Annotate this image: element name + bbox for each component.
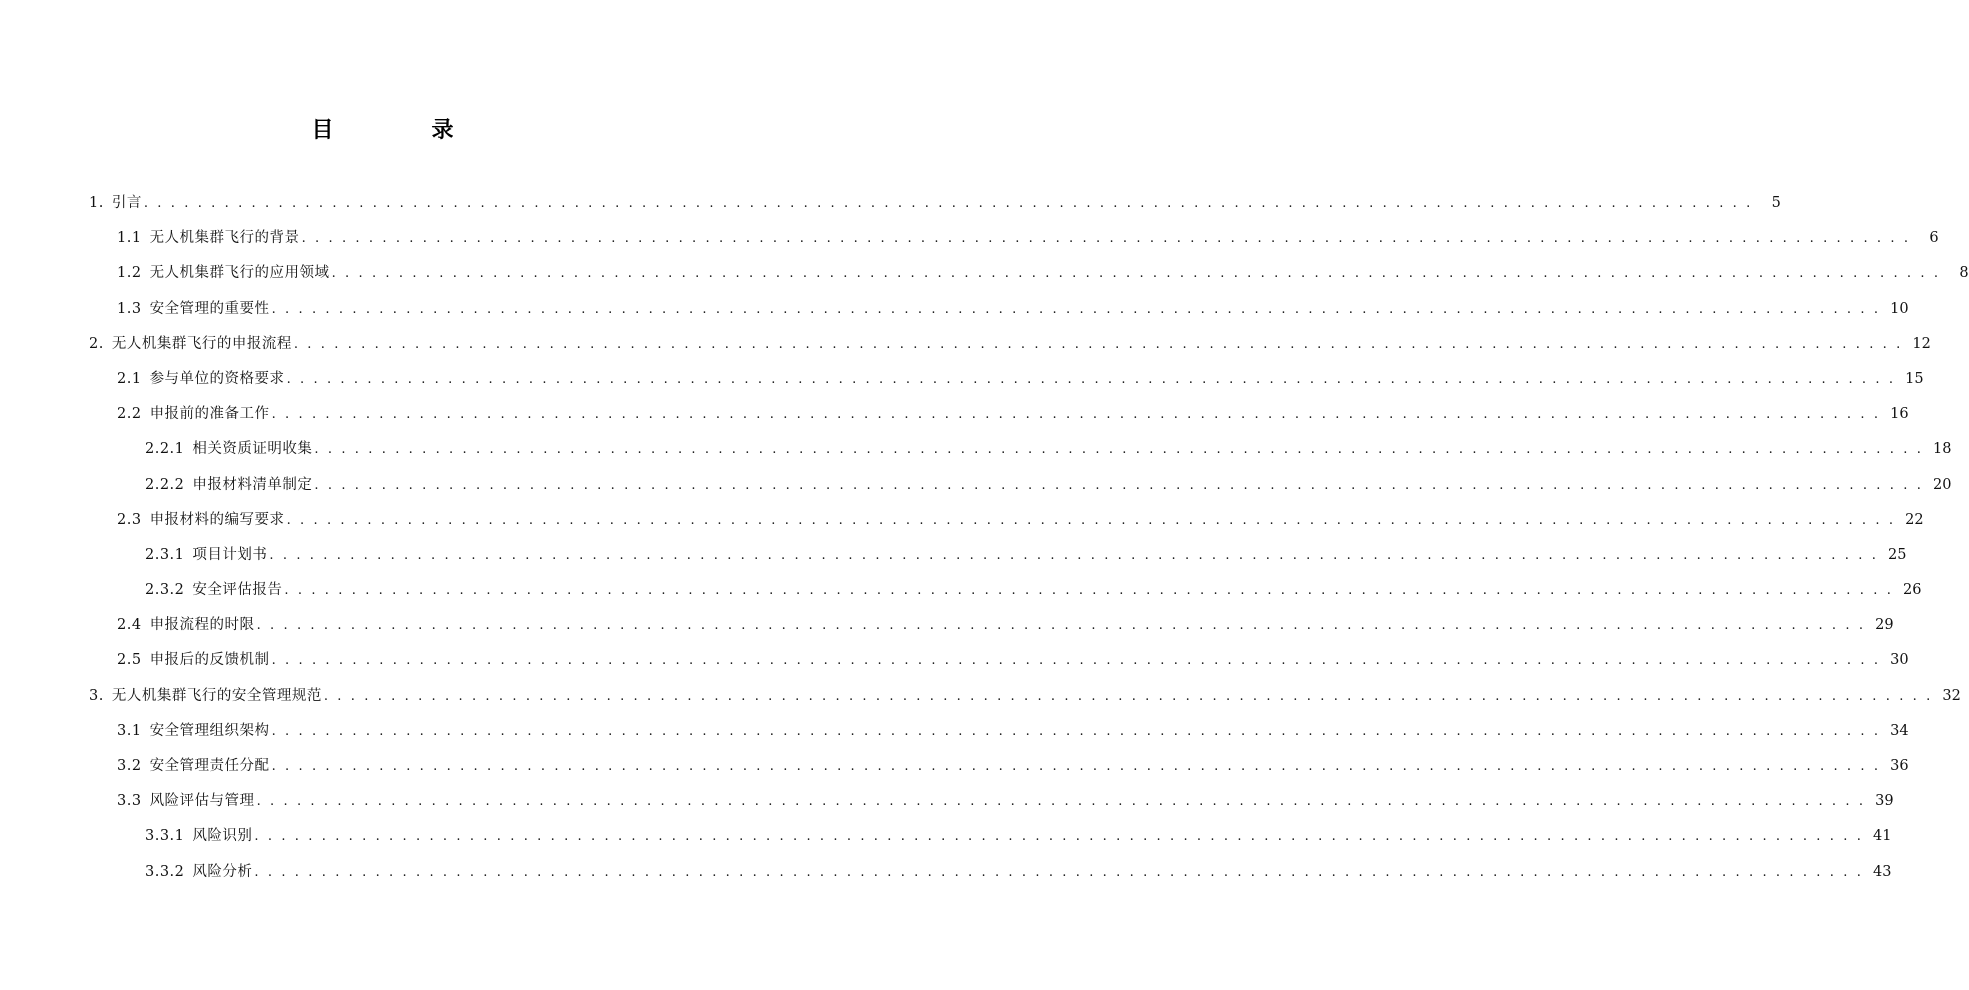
toc-entry-text: 安全评估报告 (192, 582, 283, 599)
toc-dot-leader: . . . . . . . . . . . . . . . . . . . . . . . . . . . . . . . . . . . . . . . . . . . . . . . . . . . . . . . . . . . . . . . . . . . . . . . . . . . . . . . . . . . . . . . . . . . . . . . . . . . . . . . . . . . . . . . . . . . . . . . . (256, 794, 1866, 810)
toc-entry-number: 2.5 (117, 652, 142, 669)
toc-entry-number: 1.1 (117, 230, 142, 247)
toc-dot-leader: . . . . . . . . . . . . . . . . . . . . . . . . . . . . . . . . . . . . . . . . . . . . . . . . . . . . . . . . . . . . . . . . . . . . . . . . . . . . . . . . . . . . . . . . . . . . . . . . . . . . . . . . . . . . . . . . . . . . . . . . (271, 723, 1881, 739)
toc-entry-number: 3.3.2 (145, 863, 185, 880)
toc-page-number: 22 (1905, 511, 1924, 528)
toc-entry-label (117, 397, 270, 432)
toc-entry-text: 安全管理组织架构 (149, 722, 270, 739)
toc-dot-leader: . . . . . . . . . . . . . . . . . . . . . . . . . . . . . . . . . . . . . . . . . . . . . . . . . . . . . . . . . . . . . . . . . . . . . . . . . . . . . . . . . . . . . . . . . . . . . . . . . . . . . . . . . . . . . . . . . . . . . . . . (314, 477, 1924, 493)
toc-entry[interactable] (0, 679, 1961, 714)
toc-entry[interactable] (0, 784, 1894, 819)
toc-entry-label (89, 327, 292, 362)
toc-entry-label (89, 679, 322, 714)
toc-entry-text: 申报材料的编写要求 (149, 511, 285, 528)
toc-dot-leader: . . . . . . . . . . . . . . . . . . . . . . . . . . . . . . . . . . . . . . . . . . . . . . . . . . . . . . . . . . . . . . . . . . . . . . . . . . . . . . . . . . . . . . . . . . . . . . . . . . . . . . . . . . . . . . . . . . . . . . . . (284, 583, 1894, 599)
toc-entry-number: 3.3.1 (145, 828, 185, 845)
toc-entry[interactable] (0, 327, 1931, 362)
toc-entry-text: 项目计划书 (192, 546, 268, 563)
toc-page-number: 30 (1890, 652, 1909, 669)
toc-entry[interactable] (0, 855, 1892, 890)
toc-page-number: 5 (1771, 195, 1781, 211)
toc-entry-number: 2.2 (117, 406, 142, 423)
toc-entry-text: 参与单位的资格要求 (149, 370, 285, 387)
toc-entry[interactable] (0, 538, 1907, 573)
toc-entry-label (117, 643, 270, 678)
toc-entry-number: 2.3 (117, 511, 142, 528)
toc-dot-leader: . . . . . . . . . . . . . . . . . . . . . . . . . . . . . . . . . . . . . . . . . . . . . . . . . . . . . . . . . . . . . . . . . . . . . . . . . . . . . . . . . . . . . . . . . . . . . . . . . . . . . . . . . . . . . . . . . . . . . . . . (286, 512, 1896, 528)
toc-entry-number: 1. (89, 195, 104, 211)
toc-entry-text: 风险识别 (192, 828, 253, 845)
toc-entry[interactable] (0, 362, 1924, 397)
toc-entry-label (145, 432, 312, 467)
toc-entry-text: 安全管理责任分配 (149, 758, 270, 774)
toc-entry-number: 2.3.1 (145, 546, 185, 563)
page-title: 目 录 (311, 118, 492, 143)
toc-page-number: 26 (1902, 582, 1922, 599)
toc-entry-text: 申报前的准备工作 (149, 406, 270, 423)
toc-dot-leader: . . . . . . . . . . . . . . . . . . . . . . . . . . . . . . . . . . . . . . . . . . . . . . . . . . . . . . . . . . . . . . . . . . . . . . . . . . . . . . . . . . . . . . . . . . . . . . . . . . . . . . . . . . . . . . . . . . . . . . . . (269, 547, 1879, 563)
toc-entry-number: 1.3 (117, 300, 142, 317)
table-of-contents (0, 186, 1969, 890)
toc-entry-number: 3.1 (117, 722, 142, 739)
toc-entry[interactable] (0, 749, 1909, 784)
toc-entry-label (145, 538, 267, 573)
toc-dot-leader: . . . . . . . . . . . . . . . . . . . . . . . . . . . . . . . . . . . . . . . . . . . . . . . . . . . . . . . . . . . . . . . . . . . . . . . . . . . . . . . . . . . . . . . . . . . . . . . . . . . . . . . . . . . . . . . . . . . . . . . . (331, 266, 1941, 282)
toc-dot-leader: . . . . . . . . . . . . . . . . . . . . . . . . . . . . . . . . . . . . . . . . . . . . . . . . . . . . . . . . . . . . . . . . . . . . . . . . . . . . . . . . . . . . . . . . . . . . . . . . . . . . . . . . . . . . . . . . . . . . . . . . (314, 442, 1924, 458)
toc-entry-label (117, 714, 270, 749)
toc-page-number: 10 (1890, 300, 1909, 317)
toc-entry[interactable] (0, 573, 1922, 608)
toc-entry-number: 3. (89, 687, 104, 704)
toc-entry-label (89, 186, 142, 221)
toc-page-number: 15 (1905, 370, 1924, 387)
toc-page-number: 32 (1942, 687, 1961, 704)
toc-page-number: 18 (1932, 441, 1952, 458)
toc-entry[interactable] (0, 714, 1909, 749)
toc-entry-label (145, 819, 252, 854)
toc-page-number: 43 (1872, 863, 1892, 880)
toc-page-number: 39 (1875, 793, 1894, 810)
toc-entry-number: 1.2 (117, 265, 142, 282)
toc-dot-leader: . . . . . . . . . . . . . . . . . . . . . . . . . . . . . . . . . . . . . . . . . . . . . . . . . . . . . . . . . . . . . . . . . . . . . . . . . . . . . . . . . . . . . . . . . . . . . . . . . . . . . . . . . . . . . . . . . . . . . . . . (254, 829, 1864, 845)
toc-entry-label (117, 256, 330, 291)
toc-entry-text: 无人机集群飞行的背景 (149, 230, 300, 247)
toc-entry[interactable] (0, 608, 1894, 643)
toc-entry-label (117, 221, 300, 256)
toc-entry-text: 申报流程的时限 (149, 617, 255, 634)
toc-entry[interactable] (0, 292, 1909, 327)
toc-entry-text: 相关资质证明收集 (192, 441, 313, 458)
toc-page-number: 12 (1912, 335, 1931, 352)
toc-entry-text: 申报材料清单制定 (192, 476, 313, 493)
toc-entry-number: 3.3 (117, 793, 142, 810)
toc-dot-leader: . . . . . . . . . . . . . . . . . . . . . . . . . . . . . . . . . . . . . . . . . . . . . . . . . . . . . . . . . . . . . . . . . . . . . . . . . . . . . . . . . . . . . . . . . . . . . . . . . . . . . . . . . . . . . . . . . . . . . . . . (271, 407, 1881, 423)
toc-entry-number: 2.1 (117, 370, 142, 387)
toc-dot-leader: . . . . . . . . . . . . . . . . . . . . . . . . . . . . . . . . . . . . . . . . . . . . . . . . . . . . . . . . . . . . . . . . . . . . . . . . . . . . . . . . . . . . . . . . . . . . . . . . . . . . . . . . . . . . . . . . . . . . . . . . (143, 196, 1753, 211)
toc-entry-text: 申报后的反馈机制 (149, 652, 270, 669)
toc-dot-leader: . . . . . . . . . . . . . . . . . . . . . . . . . . . . . . . . . . . . . . . . . . . . . . . . . . . . . . . . . . . . . . . . . . . . . . . . . . . . . . . . . . . . . . . . . . . . . . . . . . . . . . . . . . . . . . . . . . . . . . . . (254, 864, 1864, 880)
toc-page-number: 8 (1959, 265, 1969, 282)
toc-dot-leader: . . . . . . . . . . . . . . . . . . . . . . . . . . . . . . . . . . . . . . . . . . . . . . . . . . . . . . . . . . . . . . . . . . . . . . . . . . . . . . . . . . . . . . . . . . . . . . . . . . . . . . . . . . . . . . . . . . . . . . . . (301, 231, 1911, 247)
toc-page-number: 20 (1932, 476, 1952, 493)
toc-dot-leader: . . . . . . . . . . . . . . . . . . . . . . . . . . . . . . . . . . . . . . . . . . . . . . . . . . . . . . . . . . . . . . . . . . . . . . . . . . . . . . . . . . . . . . . . . . . . . . . . . . . . . . . . . . . . . . . . . . . . . . . . (271, 301, 1881, 317)
toc-entry[interactable] (0, 503, 1924, 538)
toc-entry-text: 风险分析 (192, 863, 253, 880)
toc-entry-number: 3.2 (117, 758, 142, 774)
toc-dot-leader: . . . . . . . . . . . . . . . . . . . . . . . . . . . . . . . . . . . . . . . . . . . . . . . . . . . . . . . . . . . . . . . . . . . . . . . . . . . . . . . . . . . . . . . . . . . . . . . . . . . . . . . . . . . . . . . . . . . . . . . . (256, 618, 1866, 634)
toc-page-number: 16 (1890, 406, 1909, 423)
toc-page-number: 41 (1872, 828, 1892, 845)
toc-dot-leader: . . . . . . . . . . . . . . . . . . . . . . . . . . . . . . . . . . . . . . . . . . . . . . . . . . . . . . . . . . . . . . . . . . . . . . . . . . . . . . . . . . . . . . . . . . . . . . . . . . . . . . . . . . . . . . . . . . . . . . . . (323, 688, 1933, 704)
toc-dot-leader: . . . . . . . . . . . . . . . . . . . . . . . . . . . . . . . . . . . . . . . . . . . . . . . . . . . . . . . . . . . . . . . . . . . . . . . . . . . . . . . . . . . . . . . . . . . . . . . . . . . . . . . . . . . . . . . . . . . . . . . . (286, 371, 1896, 387)
toc-page-number: 36 (1890, 758, 1909, 774)
toc-entry[interactable] (0, 643, 1909, 678)
toc-dot-leader: . . . . . . . . . . . . . . . . . . . . . . . . . . . . . . . . . . . . . . . . . . . . . . . . . . . . . . . . . . . . . . . . . . . . . . . . . . . . . . . . . . . . . . . . . . . . . . . . . . . . . . . . . . . . . . . . . . . . . . . . (271, 653, 1881, 669)
toc-page-number: 25 (1887, 546, 1907, 563)
toc-entry[interactable] (0, 256, 1969, 291)
toc-entry-text: 无人机集群飞行的应用领域 (149, 265, 330, 282)
toc-entry-text: 风险评估与管理 (149, 793, 255, 810)
toc-entry-text: 无人机集群飞行的申报流程 (111, 335, 292, 352)
toc-entry-number: 2. (89, 335, 104, 352)
toc-entry-label (117, 503, 285, 538)
toc-entry-number: 2.2.2 (145, 476, 185, 493)
toc-page-number: 29 (1875, 617, 1894, 634)
toc-entry[interactable] (0, 819, 1892, 854)
toc-entry-text: 安全管理的重要性 (149, 300, 270, 317)
toc-entry-text: 无人机集群飞行的安全管理规范 (111, 687, 322, 704)
toc-entry-label (117, 362, 285, 397)
toc-page-number: 34 (1890, 722, 1909, 739)
toc-entry[interactable] (0, 468, 1952, 503)
toc-dot-leader: . . . . . . . . . . . . . . . . . . . . . . . . . . . . . . . . . . . . . . . . . . . . . . . . . . . . . . . . . . . . . . . . . . . . . . . . . . . . . . . . . . . . . . . . . . . . . . . . . . . . . . . . . . . . . . . . . . . . . . . . (293, 336, 1903, 352)
toc-entry-number: 2.2.1 (145, 441, 185, 458)
toc-entry-text: 引言 (111, 195, 142, 211)
toc-entry[interactable] (0, 186, 1781, 221)
toc-entry-label (145, 573, 282, 608)
toc-entry-label (117, 749, 270, 784)
toc-entry-label (145, 855, 252, 890)
toc-entry[interactable] (0, 432, 1952, 467)
toc-entry-label (117, 784, 255, 819)
toc-entry-label (117, 292, 270, 327)
toc-entry[interactable] (0, 221, 1939, 256)
toc-page-number: 6 (1929, 230, 1939, 247)
toc-entry-number: 2.4 (117, 617, 142, 634)
toc-entry[interactable] (0, 397, 1909, 432)
toc-entry-number: 2.3.2 (145, 582, 185, 599)
toc-entry-label (145, 468, 312, 503)
toc-entry-label (117, 608, 255, 643)
toc-dot-leader: . . . . . . . . . . . . . . . . . . . . . . . . . . . . . . . . . . . . . . . . . . . . . . . . . . . . . . . . . . . . . . . . . . . . . . . . . . . . . . . . . . . . . . . . . . . . . . . . . . . . . . . . . . . . . . . . . . . . . . . . (271, 759, 1881, 774)
